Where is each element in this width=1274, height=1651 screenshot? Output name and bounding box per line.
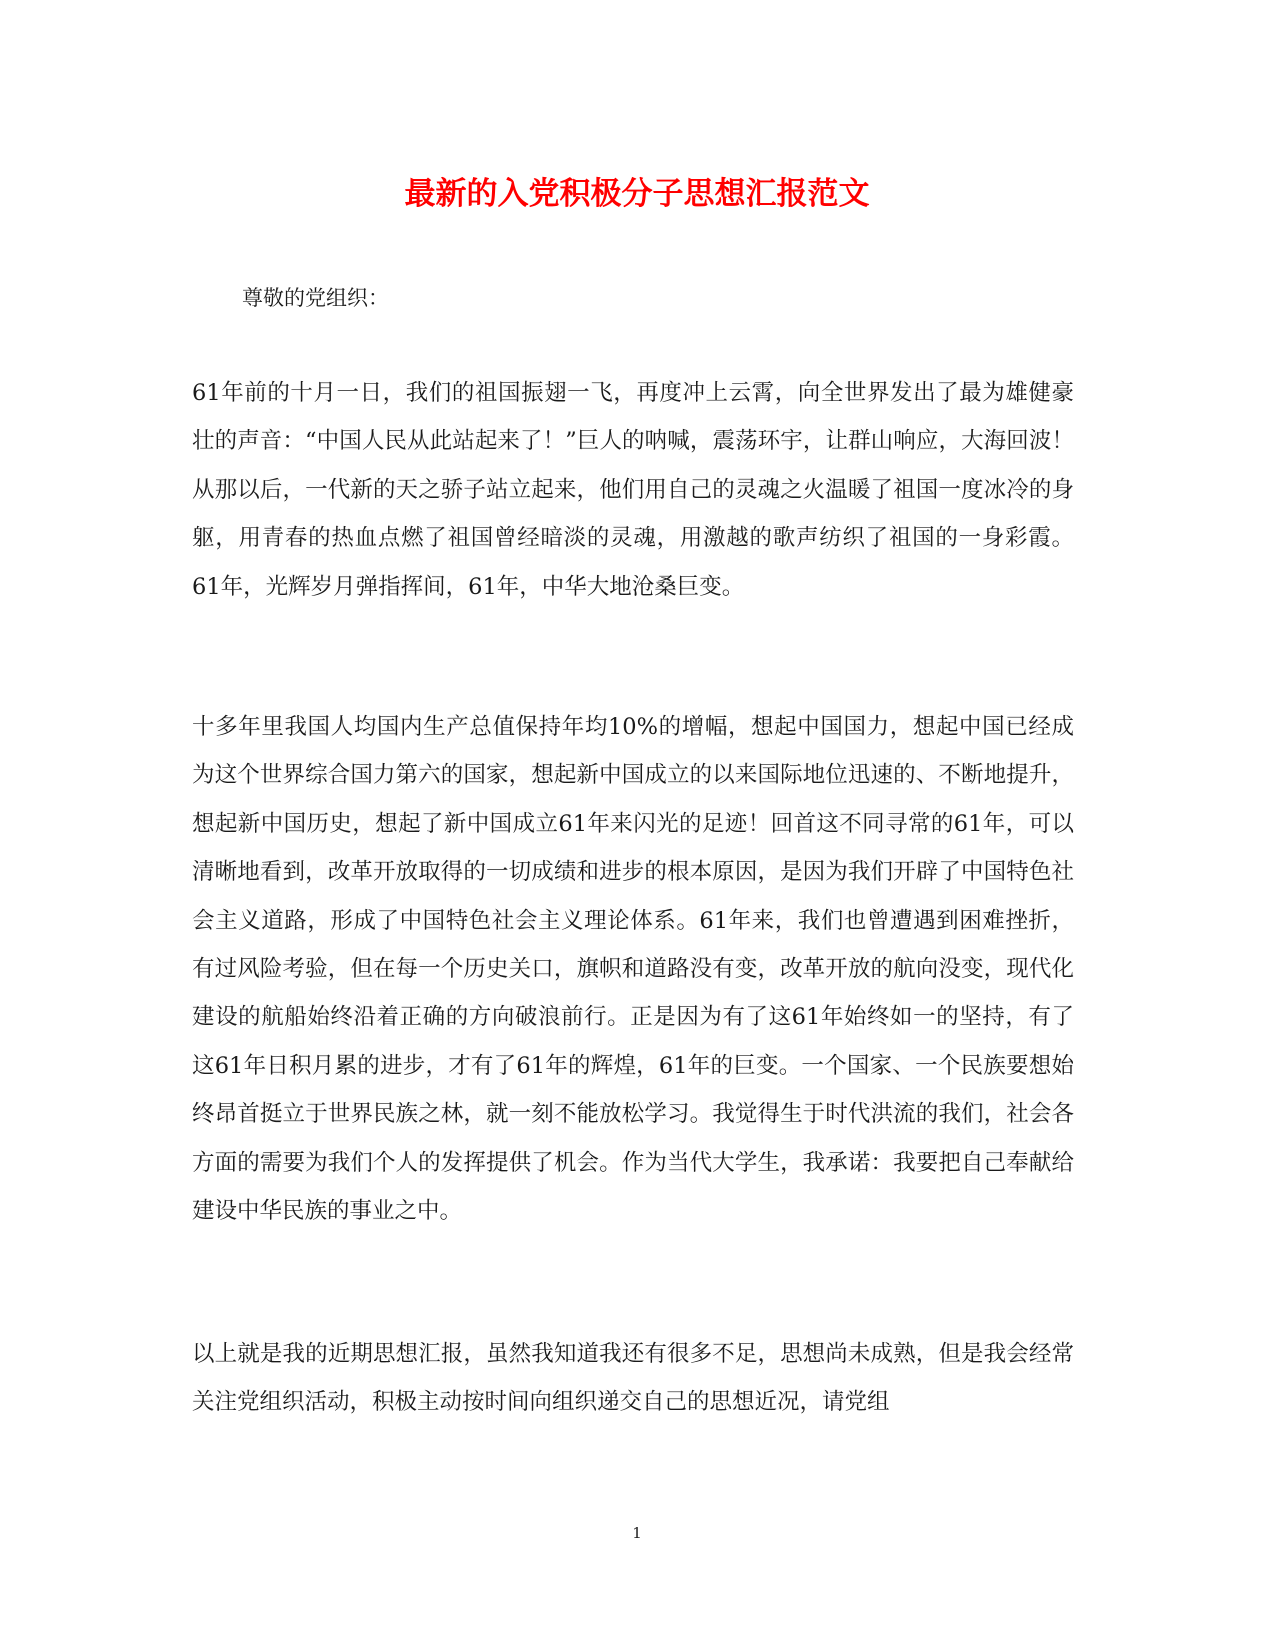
paragraph-1: 61年前的十月一日，我们的祖国振翅一飞，再度冲上云霄，向全世界发出了最为雄健豪壮的声音：“中国人民从此站起来了！”巨人的呐喊，震荡环宇，让群山响应，大海回波！从那以后，一代新的天之骄子站立起来，他们用自己的灵魂之火温暖了祖国一度冰冷的身躯，用青春的热血点燃了祖国曾经暗淡的灵魂，用激越的歌声纺织了祖国的一身彩霞。61年，光辉岁月弹指挥间，61年，中华大地沧桑巨变。 (192, 380, 1074, 600)
page-number: 1 (632, 1524, 642, 1542)
paragraph-2: 十多年里我国人均国内生产总值保持年均10%的增幅，想起中国国力，想起中国已经成为这个世界综合国力第六的国家，想起新中国成立的以来国际地位迅速的、不断地提升，想起新中国历史，想起了新中国成立61年来闪光的足迹！回首这不同寻常的61年，可以清晰地看到，改革开放取得的一切成绩和进步的根本原因，是因为我们开辟了中国特色社会主义道路，形成了中国特色社会主义理论体系。61年来，我们也曾遭遇到困难挫折，有过风险考验，但在每一个历史关口，旗帜和道路没有变，改革开放的航向没变，现代化建设的航船始终沿着正确的方向破浪前行。正是因为有了这61年始终如一的坚持，有了这61年日积月累的进步，才有了61年的辉煌，61年的巨变。一个国家、一个民族要想始终昂首挺立于世界民族之林，就一刻不能放松学习。我觉得生于时代洪流的我们，社会各方面的需要为我们个人的发挥提供了机会。作为当代大学生，我承诺：我要把自己奉献给建设中华民族的事业之中。 (192, 714, 1074, 1225)
paragraph-3: 以上就是我的近期思想汇报，虽然我知道我还有很多不足，思想尚未成熟，但是我会经常关注党组织活动，积极主动按时间向组织递交自己的思想近况，请党组 (192, 1341, 1074, 1416)
salutation: 尊敬的党组织： (242, 286, 389, 310)
document-title: 最新的入党积极分子思想汇报范文 (404, 176, 870, 212)
